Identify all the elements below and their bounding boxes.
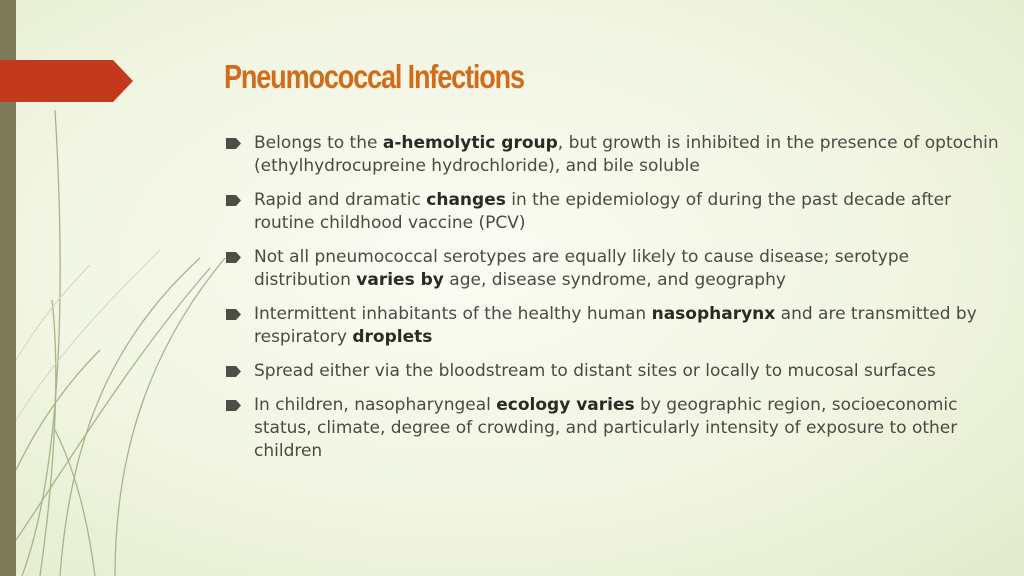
bullet-emphasis: nasopharynx bbox=[651, 304, 776, 324]
bullet-text: Not all pneumococcal serotypes are equally likely to cause disease; serotype distribution bbox=[254, 247, 910, 290]
bullet-text: in the epidemiology of during the past decade after routine childhood vaccine (PCV) bbox=[254, 190, 952, 233]
bullet-item bbox=[226, 189, 1006, 235]
arrow-bullet-icon bbox=[226, 138, 241, 149]
bullet-text: Spread either via the bloodstream to distant sites or locally to mucosal surfaces bbox=[254, 361, 936, 381]
bullet-text: and are transmitted by respiratory bbox=[254, 304, 977, 347]
bullet-text: age, disease syndrome, and geography bbox=[443, 270, 786, 290]
bullet-text: Rapid and dramatic bbox=[254, 190, 427, 210]
arrow-bullet-icon bbox=[226, 309, 241, 320]
bullet-text: by geographic region, socioeconomic status, climate, degree of crowding, and particularly intensity of exposure to other children bbox=[254, 395, 958, 461]
bullet-item bbox=[226, 394, 1006, 463]
arrow-bullet-icon bbox=[226, 400, 241, 411]
bullet-text: Intermittent inhabitants of the healthy human bbox=[254, 304, 652, 324]
arrow-bullet-icon bbox=[226, 252, 241, 263]
bullet-emphasis: changes bbox=[426, 190, 506, 210]
bullet-emphasis: ecology varies bbox=[496, 395, 635, 415]
bullet-item bbox=[226, 303, 1006, 349]
arrow-bullet-icon bbox=[226, 195, 241, 206]
bullet-list bbox=[226, 132, 1006, 474]
bullet-text: , but growth is inhibited in the presence of optochin (ethylhydrocupreine hydrochloride), and bile soluble bbox=[254, 133, 999, 176]
bullet-text: Belongs to the bbox=[254, 133, 383, 153]
bullet-emphasis: varies by bbox=[356, 270, 444, 290]
bullet-emphasis: droplets bbox=[352, 327, 433, 347]
slide-title: Pneumococcal Infections bbox=[224, 58, 524, 95]
bullet-emphasis: a-hemolytic group bbox=[382, 133, 558, 153]
bullet-item bbox=[226, 246, 1006, 292]
bullet-item bbox=[226, 360, 1006, 383]
arrow-bullet-icon bbox=[226, 366, 241, 377]
bullet-text: In children, nasopharyngeal bbox=[254, 395, 497, 415]
bullet-item bbox=[226, 132, 1006, 178]
title-accent-tab bbox=[0, 60, 133, 102]
